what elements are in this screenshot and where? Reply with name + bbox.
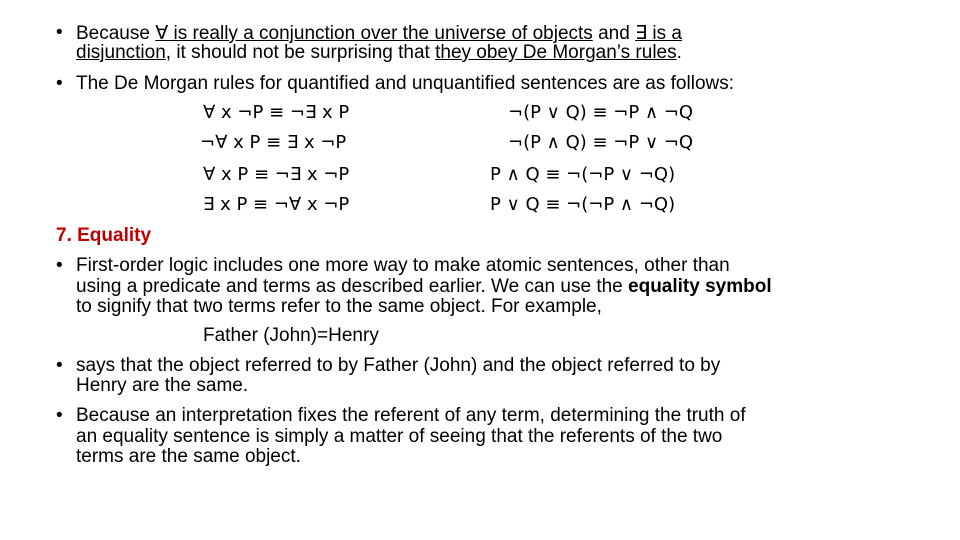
- formula-left-3: ∀ x P ≡ ¬∃ x ¬P: [203, 164, 350, 185]
- bullet-2: •: [56, 73, 63, 94]
- text-disjunction: disjunction: [76, 42, 166, 63]
- section-heading: 7. Equality: [56, 225, 152, 246]
- formula-left-4: ∃ x P ≡ ¬∀ x ¬P: [203, 194, 350, 215]
- paragraph-5-line-3: terms are the same object.: [76, 446, 301, 467]
- formula-right-2: ¬(P ∧ Q) ≡ ¬P ∨ ¬Q: [508, 132, 694, 153]
- equality-symbol-term: equality symbol: [628, 276, 772, 297]
- bullet-4: •: [56, 355, 63, 376]
- paragraph-1-line-2: [76, 42, 682, 64]
- formula-left-2: ¬∀ x P ≡ ∃ x ¬P: [200, 132, 347, 153]
- paragraph-5-line-1: Because an interpretation fixes the referent of any term, determining the truth of: [76, 405, 746, 426]
- text-de-morgan: they obey De Morgan’s rules: [435, 42, 677, 63]
- text-not-surprising: , it should not be surprising that: [165, 42, 436, 63]
- equality-example: Father (John)=Henry: [203, 325, 379, 346]
- text-is-a: is a: [647, 23, 682, 44]
- paragraph-2: The De Morgan rules for quantified and unquantified sentences are as follows:: [76, 73, 735, 94]
- formula-right-4: P ∨ Q ≡ ¬(¬P ∧ ¬Q): [490, 194, 676, 215]
- bullet-3: •: [56, 255, 63, 276]
- bullet-1: •: [56, 22, 63, 43]
- formula-left-1: ∀ x ¬P ≡ ¬∃ x P: [203, 102, 350, 123]
- paragraph-3-line-1: First-order logic includes one more way to make atomic sentences, other than: [76, 255, 730, 276]
- paragraph-4-line-1: says that the object referred to by Father (John) and the object referred to by: [76, 355, 721, 376]
- paragraph-4-line-2: Henry are the same.: [76, 375, 249, 396]
- text-and: and: [592, 23, 636, 44]
- bullet-5: •: [56, 405, 63, 426]
- formula-right-1: ¬(P ∨ Q) ≡ ¬P ∧ ¬Q: [508, 102, 694, 123]
- paragraph-3-line-2: [76, 276, 772, 298]
- paragraph-3-line-3: to signify that two terms refer to the same object. For example,: [76, 296, 602, 317]
- forall-symbol: ∀: [155, 23, 169, 44]
- paragraph-5-line-2: an equality sentence is simply a matter of seeing that the referents of the two: [76, 426, 723, 447]
- text-period: .: [676, 42, 682, 63]
- text-because: Because: [76, 23, 156, 44]
- exists-symbol: ∃: [635, 23, 648, 44]
- text-predicate: using a predicate and terms as described earlier. We can use the: [76, 276, 629, 297]
- formula-right-3: P ∧ Q ≡ ¬(¬P ∨ ¬Q): [490, 164, 676, 185]
- text-conjunction: is really a conjunction over the universe of objects: [168, 23, 593, 44]
